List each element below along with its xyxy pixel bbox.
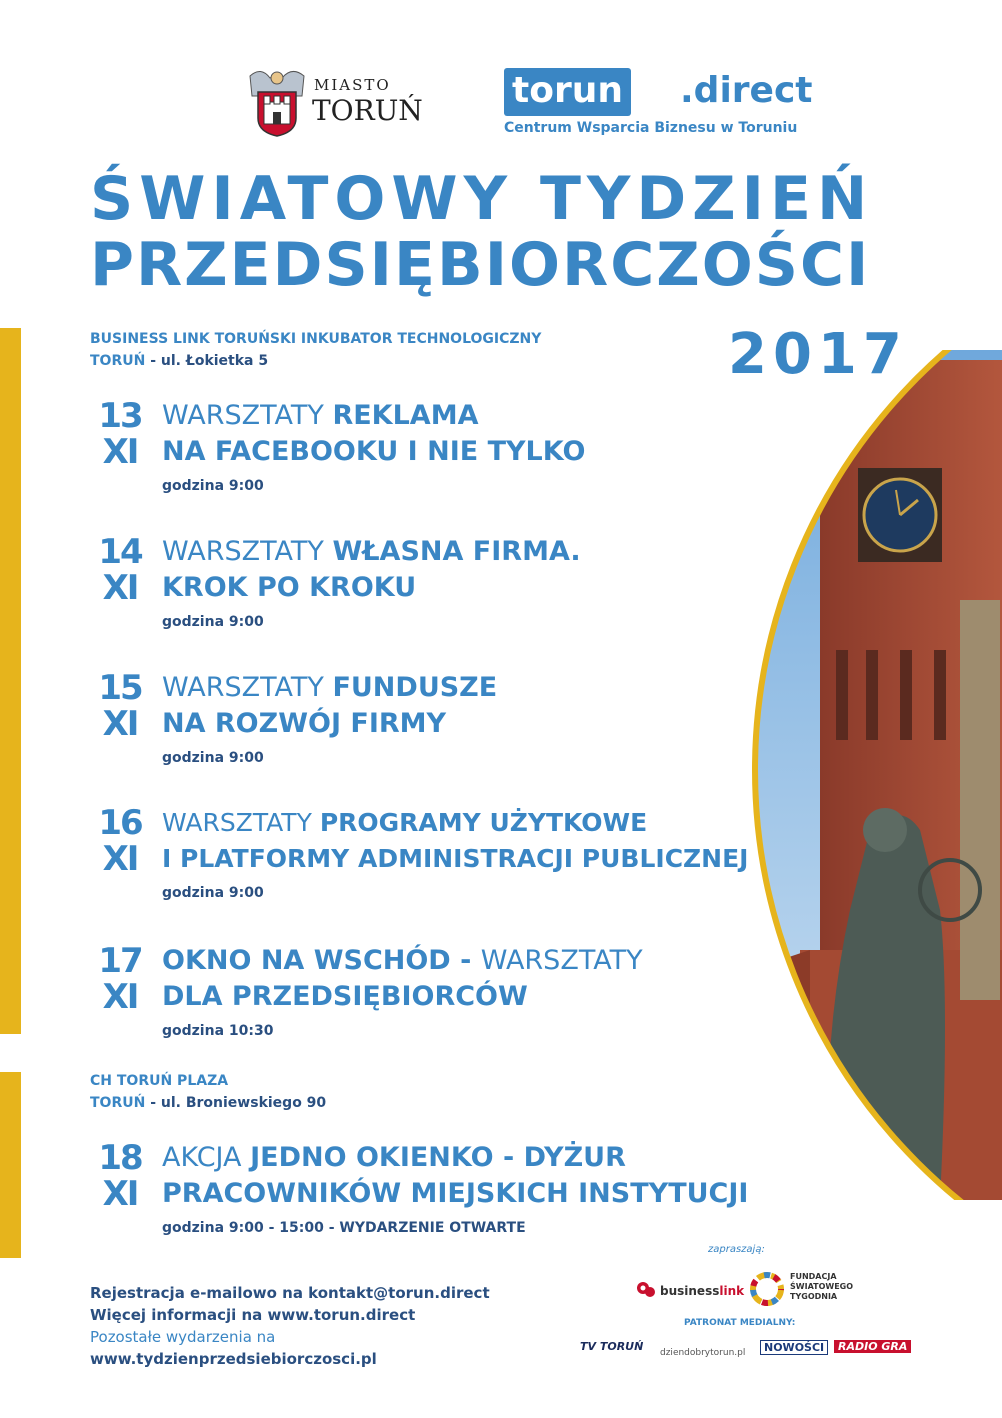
event-date	[90, 398, 150, 470]
event-title-heavy: REKLAMA	[332, 400, 479, 431]
event-title	[162, 398, 585, 470]
business-link-text	[660, 1284, 744, 1298]
venue-2-city: TORUŃ	[90, 1095, 146, 1111]
venue-1-name: BUSINESS LINK TORUŃSKI INKUBATOR TECHNOLOGICZNY	[90, 331, 542, 347]
torun-direct-logo-box: torun	[504, 68, 631, 116]
page-title-line2: PRZEDSIĘBIORCZOŚCI	[90, 230, 871, 300]
event-17	[90, 943, 750, 1053]
fundacja-text	[790, 1272, 853, 1302]
event-day: 17	[98, 941, 142, 981]
event-hour: godzina 9:00	[162, 750, 264, 766]
event-month: XI	[102, 704, 138, 744]
footer-more-info: Więcej informacji na www.torun.direct	[90, 1306, 416, 1324]
event-13	[90, 398, 750, 508]
event-title-heavy: JEDNO OKIENKO - DYŻUR	[250, 1142, 626, 1173]
event-title-heavy: WŁASNA FIRMA.	[332, 536, 581, 567]
event-day: 13	[98, 396, 142, 436]
event-day: 14	[98, 532, 142, 572]
event-title	[162, 534, 581, 606]
event-title-heavy: PROGRAMY UŻYTKOWE	[319, 808, 648, 837]
event-date	[90, 534, 150, 606]
event-title-heavy: FUNDUSZE	[332, 672, 498, 703]
event-title	[162, 805, 749, 877]
town-hall-photo	[750, 350, 1002, 1200]
event-hour: godzina 9:00	[162, 478, 264, 494]
business-link-main: business	[660, 1284, 720, 1298]
venue-2-address-line	[90, 1092, 326, 1114]
torun-direct-logo	[500, 64, 813, 144]
venue-2-address: - ul. Broniewskiego 90	[145, 1095, 327, 1111]
footer-info	[90, 1282, 490, 1370]
page-title-line1: ŚWIATOWY TYDZIEŃ	[90, 164, 874, 234]
event-hour: godzina 9:00 - 15:00 - WYDARZENIE OTWARTE	[162, 1220, 526, 1236]
footer-other-events: Pozostałe wydarzenia na	[90, 1328, 276, 1346]
venue-2-name: CH TORUŃ PLAZA	[90, 1073, 229, 1089]
venue-1-address: - ul. Łokietka 5	[145, 353, 269, 369]
event-date	[90, 805, 150, 877]
event-title	[162, 943, 643, 1015]
media-logo-nowosci: NOWOŚCI	[760, 1340, 828, 1355]
media-logo-tv-torun: TV TORUŃ	[580, 1340, 644, 1353]
event-hour: godzina 9:00	[162, 885, 264, 901]
event-title-line2: NA ROZWÓJ FIRMY	[162, 708, 447, 739]
fundacja-logo	[748, 1266, 858, 1314]
venue-1-city: TORUŃ	[90, 353, 146, 369]
event-title-line2: KROK PO KROKU	[162, 572, 417, 603]
event-title-light: AKCJA	[162, 1142, 251, 1173]
business-link-icon	[636, 1280, 656, 1300]
event-date	[90, 670, 150, 742]
footer-registration: Rejestracja e-mailowo na kontakt@torun.direct	[90, 1284, 490, 1302]
fundacja-line2: ŚWIATOWEGO	[790, 1282, 854, 1291]
fundacja-line1: FUNDACJA	[790, 1272, 837, 1281]
event-title-light: WARSZTATY	[162, 400, 333, 431]
city-logo-small-text: MIASTO	[314, 76, 391, 94]
town-hall-photo-illustration	[750, 350, 1002, 1200]
media-logo-radio-gra: RADIO GRA	[834, 1340, 911, 1353]
business-link-logo	[636, 1270, 748, 1310]
sponsors-label: zapraszają:	[708, 1244, 765, 1255]
event-title-line2: DLA PRZEDSIĘBIORCÓW	[162, 981, 528, 1012]
event-18	[90, 1140, 790, 1250]
event-day: 18	[98, 1138, 142, 1178]
event-date	[90, 943, 150, 1015]
event-day: 16	[98, 803, 142, 843]
event-title	[162, 1140, 748, 1212]
event-title-heavy: OKNO NA WSCHÓD -	[162, 945, 481, 976]
venue-2	[90, 1070, 326, 1114]
footer-website-link[interactable]: www.tydzienprzedsiebiorczosci.pl	[90, 1350, 377, 1368]
fundacja-line3: TYGODNIA	[790, 1292, 838, 1301]
venue-1-address-line	[90, 350, 541, 372]
event-hour: godzina 10:30	[162, 1023, 274, 1039]
fundacja-ring-icon	[748, 1270, 786, 1308]
event-title-light: WARSZTATY	[162, 808, 320, 837]
event-hour: godzina 9:00	[162, 614, 264, 630]
venue-1	[90, 328, 541, 372]
event-day: 15	[98, 668, 142, 708]
event-title-line2: NA FACEBOOKU I NIE TYLKO	[162, 436, 586, 467]
accent-bar-bottom	[0, 1072, 21, 1258]
event-title	[162, 670, 497, 742]
page-title-year: 2017	[728, 322, 908, 387]
event-15	[90, 670, 750, 780]
event-title-light: WARSZTATY	[162, 672, 333, 703]
media-patrons-label: PATRONAT MEDIALNY:	[684, 1318, 796, 1328]
event-month: XI	[102, 839, 138, 879]
city-logo	[246, 66, 446, 136]
event-14	[90, 534, 750, 644]
media-logo-dziendobrytorun: dziendobrytorun.pl	[660, 1348, 746, 1358]
event-title-line2: PRACOWNIKÓW MIEJSKICH INSTYTUCJI	[162, 1178, 749, 1209]
event-title-light: WARSZTATY	[162, 536, 333, 567]
city-logo-big-text: TORUŃ	[312, 94, 423, 127]
event-month: XI	[102, 977, 138, 1017]
event-16	[90, 805, 750, 915]
event-date	[90, 1140, 150, 1212]
torun-direct-logo-rest: .direct	[680, 70, 813, 111]
business-link-accent: link	[719, 1284, 745, 1298]
event-month: XI	[102, 568, 138, 608]
torun-direct-subtitle: Centrum Wsparcia Biznesu w Toruniu	[504, 120, 798, 136]
event-title-light: WARSZTATY	[480, 945, 643, 976]
event-month: XI	[102, 432, 138, 472]
event-title-line2: I PLATFORMY ADMINISTRACJI PUBLICZNEJ	[162, 844, 749, 873]
accent-bar-top	[0, 328, 21, 1034]
event-month: XI	[102, 1174, 138, 1214]
city-crest-icon	[246, 66, 308, 138]
